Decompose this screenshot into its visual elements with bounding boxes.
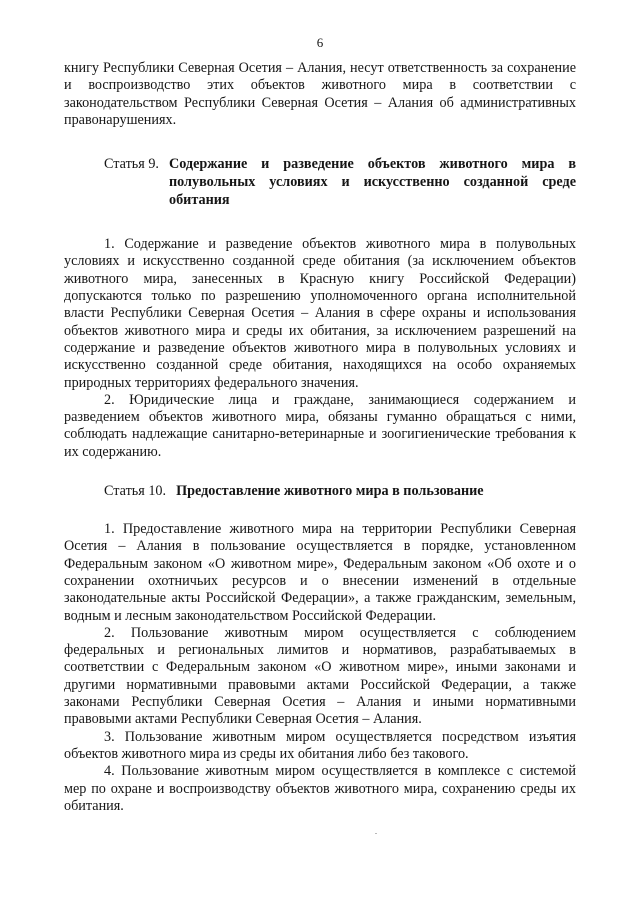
article-9-title: Содержание и разведение объектов животного мира в полувольных условиях и искусственно созданной среде обитания [168, 156, 576, 209]
document-body [64, 60, 576, 815]
article-9-paragraph-2: 2. Юридические лица и граждане, занимающиеся содержанием и разведением объектов животного мира, обязаны гуманно обращаться с ними, соблюдать надлежащие санитарно-ветеринарные и зоогигиенические требования к их содержанию. [64, 391, 576, 460]
article-10-heading [104, 482, 576, 500]
article-10-paragraph-3: 3. Пользование животным миром осуществляется посредством изъятия объектов животного мира из среды их обитания либо без такового. [64, 728, 576, 762]
article-9-heading [104, 155, 576, 209]
article-10-title: Предоставление животного мира в пользование [176, 483, 484, 500]
article-10-paragraph-4: 4. Пользование животным миром осуществляется в комплексе с системой мер по охране и воспроизводству объектов животного мира, сохранению среды их обитания. [64, 763, 576, 814]
intro-paragraph: книгу Республики Северная Осетия – Алания, несут ответственность за сохранение и воспроизводство этих объектов животного мира в соответствии с законодательством Республики Северная Осетия – Алания об административных правонарушениях. [64, 60, 576, 128]
article-10-paragraph-1: 1. Предоставление животного мира на территории Республики Северная Осетия – Алания в пользование осуществляется в порядке, установленном Федеральным законом «О животном мире», Федеральным законом «Об охоте и о сохранении охотничьих ресурсов и о внесении изменений в отдельные законодательные акты Российской Федерации», а также гражданским, земельным, водным и лесным законодательством Российской Федерации. [64, 521, 576, 624]
article-9-paragraph-1: 1. Содержание и разведение объектов животного мира в полувольных условиях и искусственно созданной среде обитания (за исключением объектов животного мира, занесенных в Красную книгу Российской Федерации) допускаются только по разрешению уполномоченного органа исполнительной власти Республики Северная Осетия – Алания в сфере охраны и использования объектов животного мира и среды их обитания, за исключением разрешений на содержание и разведение объектов животного мира в полувольных условиях и искусственно созданной среде обитания, находящихся на особо охраняемых природных территориях федерального значения. [64, 236, 576, 391]
page-number: 6 [316, 35, 324, 50]
article-10-paragraph-2: 2. Пользование животным миром осуществляется с соблюдением федеральных и региональных лимитов и нормативов, разрабатываемых в соответствии с Федеральным законом «О животном мире», иными законами и другими нормативными правовыми актами Российской Федерации, а также законами Республики Северная Осетия – Алания и иными нормативными правовыми актами Республики Северная Осетия – Алания. [64, 624, 576, 728]
article-9-number: Статья 9. [104, 156, 159, 173]
scan-speck [375, 833, 377, 834]
article-10-number: Статья 10. [104, 483, 167, 500]
